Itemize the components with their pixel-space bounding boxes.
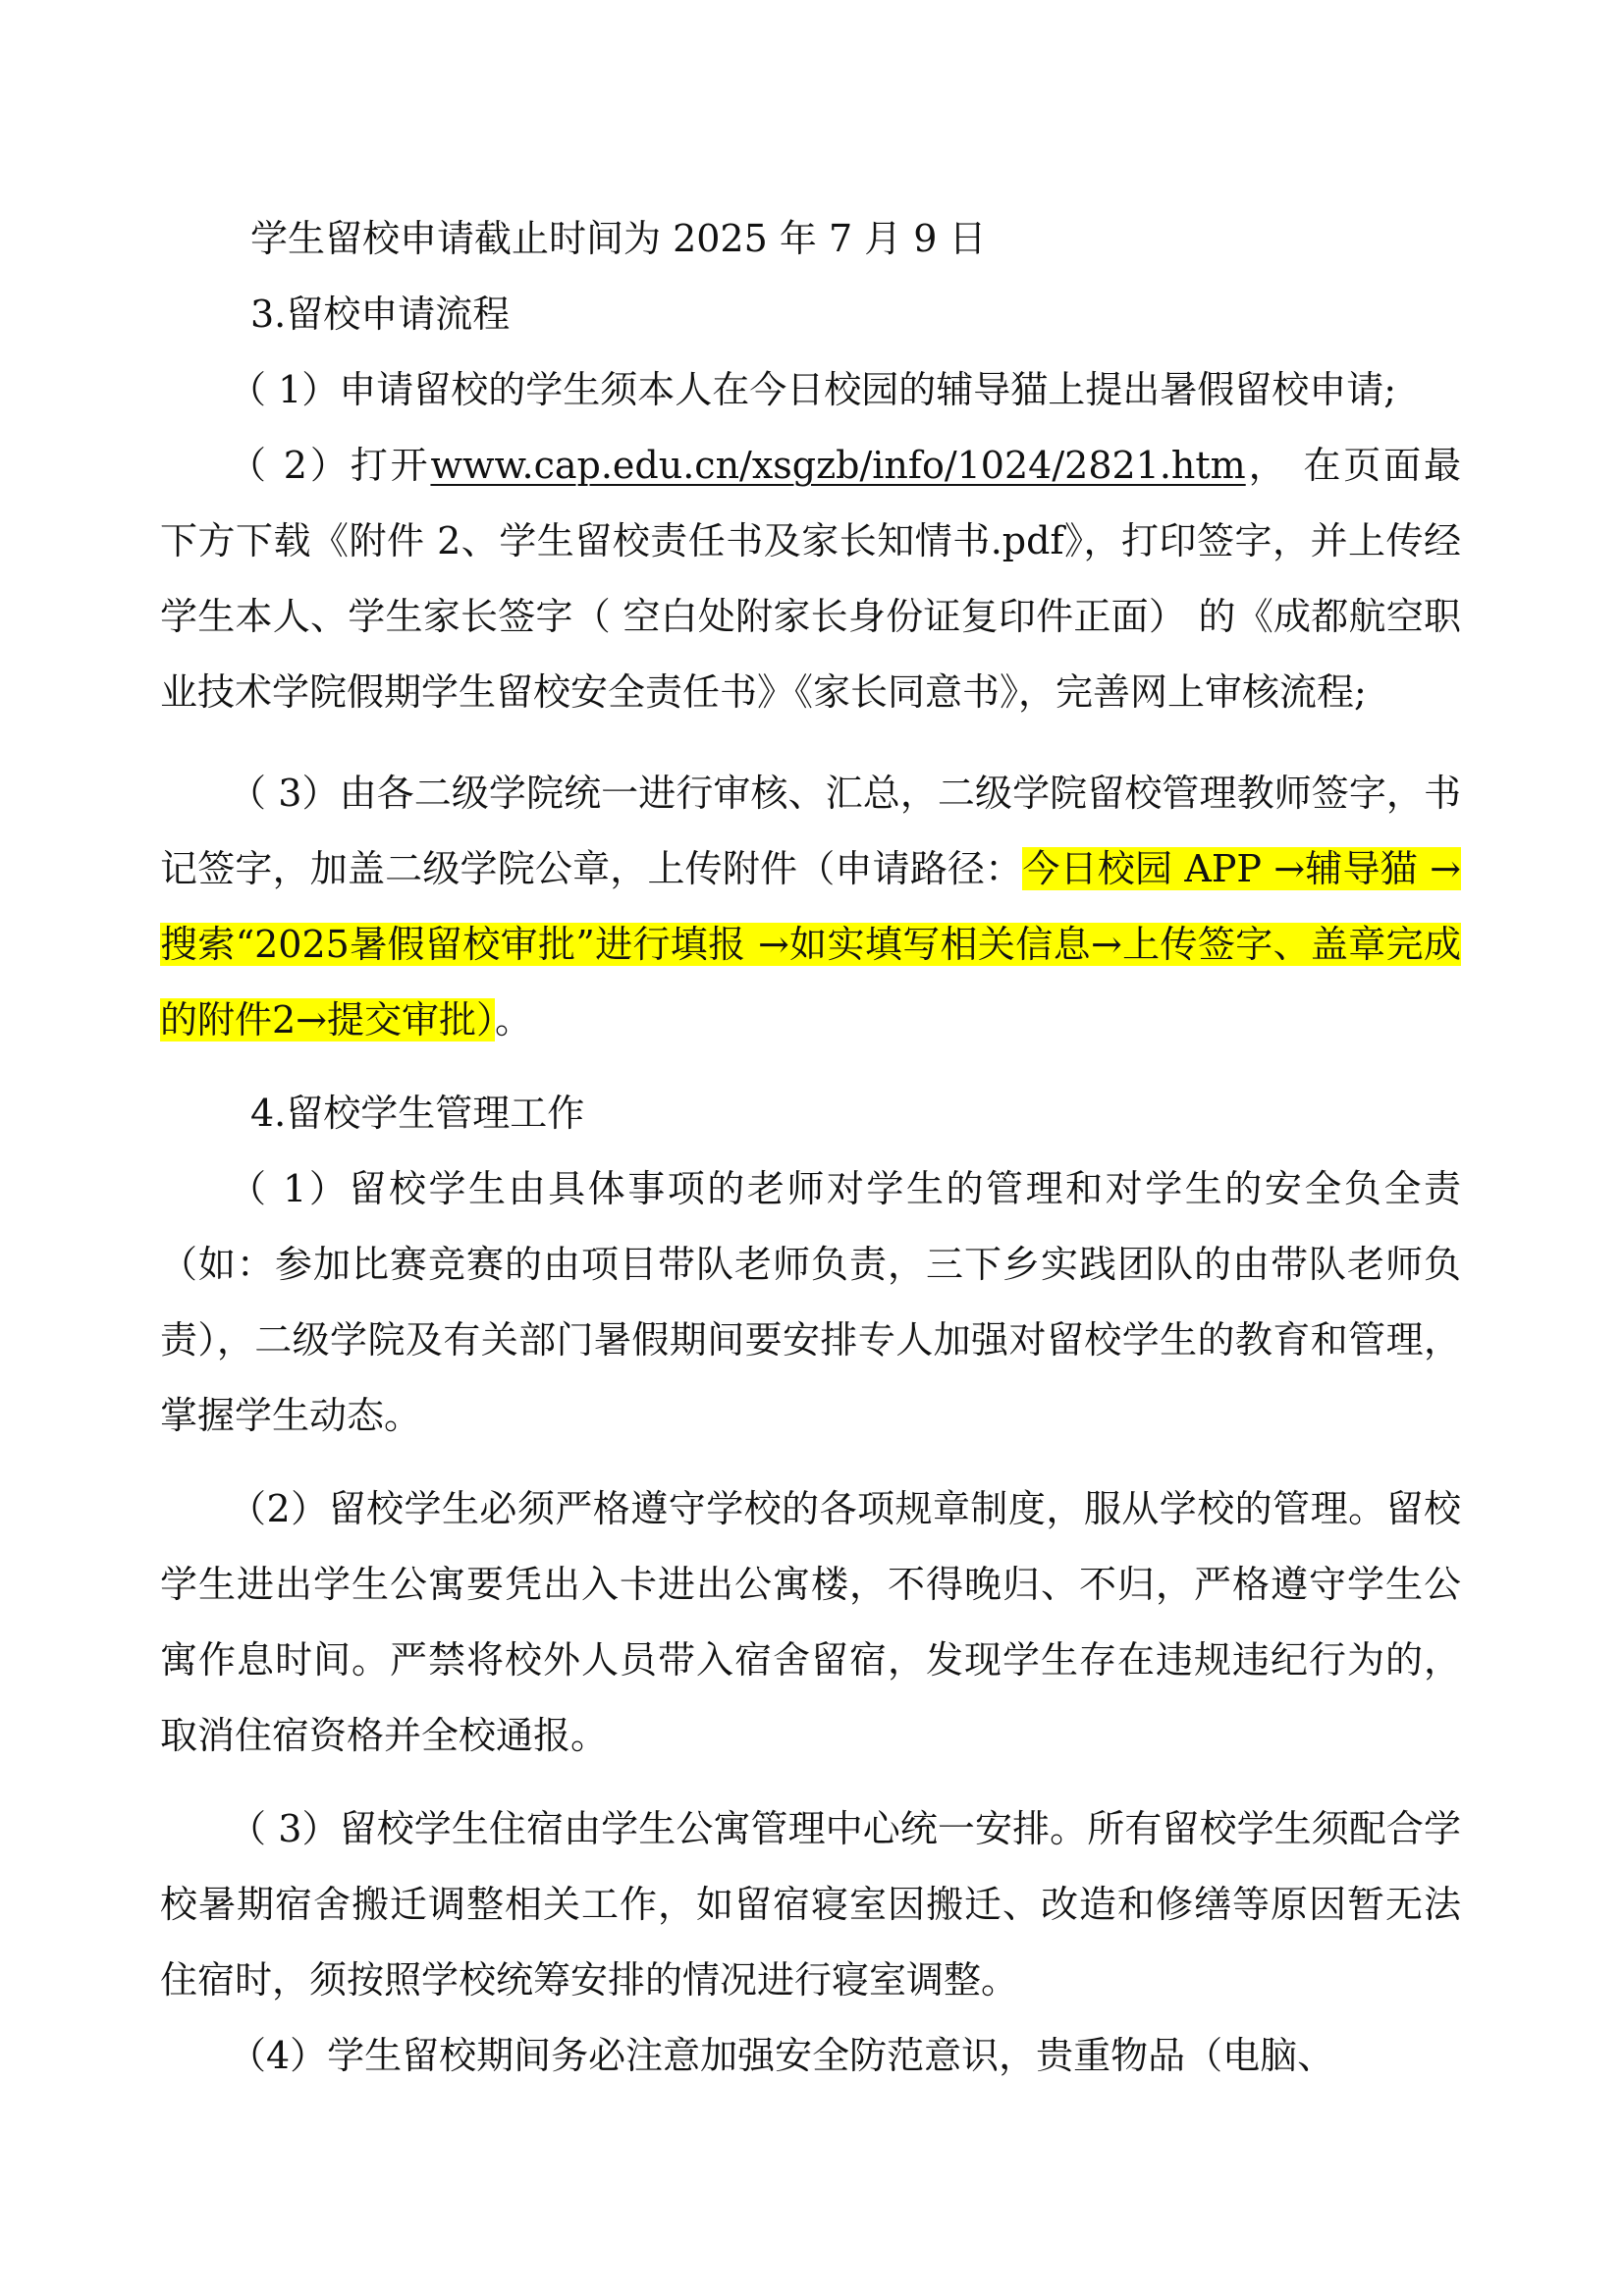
section4-item2: （2）留校学生必须严格遵守学校的各项规章制度，服从学校的管理。留校学生进出学生公寓要凭出入卡进出公寓楼，不得晚归、不归，严格遵守学生公寓作息时间。严禁将校外人员带入宿舍留宿，发现学生存在违规违纪行为的，取消住宿资格并全校通报。 xyxy=(160,1487,1461,1757)
section4-item1: （ 1）留校学生由具体事项的老师对学生的管理和对学生的安全负全责（如：参加比赛竞赛的由项目带队老师负责，三下乡实践团队的由带队老师负责），二级学院及有关部门暑假期间要安排专人加强对留校学生的教育和管理，掌握学生动态。 xyxy=(160,1167,1461,1437)
deadline-line: 学生留校申请截止时间为 2025 年 7 月 9 日 xyxy=(250,217,987,260)
step2-prefix: （ 2）打开 xyxy=(229,444,431,487)
document-body xyxy=(160,201,1461,2094)
section3-step1: （ 1）申请留校的学生须本人在今日校园的辅导猫上提出暑假留校申请; xyxy=(229,368,1397,411)
section3-step3 xyxy=(160,756,1461,1058)
step3-suffix: 。 xyxy=(495,998,533,1041)
section4-item4: （4）学生留校期间务必注意加强安全防范意识，贵重物品（电脑、 xyxy=(229,2034,1335,2077)
step2-rest: ， 在页面最下方下载《附件 2、学生留校责任书及家长知情书.pdf》，打印签字，并上传经学生本人、学生家长签字（ 空白处附家长身份证复印件正面） 的《成都航空职业技术学院假期学生留校安全责任书》《家长同意书》，完善网上审核流程; xyxy=(160,444,1461,714)
download-link[interactable]: www.cap.edu.cn/xsgzb/info/1024/2821.htm xyxy=(430,444,1246,487)
section4-heading: 4.留校学生管理工作 xyxy=(250,1092,585,1135)
section3-heading: 3.留校申请流程 xyxy=(250,293,511,336)
application-path-highlight: 今日校园 APP →辅导猫 →搜索“2025暑假留校审批”进行填报 →如实填写相关信息→上传签字、盖章完成的附件2→提交审批） xyxy=(160,847,1461,1041)
section3-step2 xyxy=(160,428,1461,730)
step3-prefix: （ 3）由各二级学院统一进行审核、汇总，二级学院留校管理教师签字，书记签字，加盖二级学院公章，上传附件（申请路径： xyxy=(160,772,1461,890)
section4-item3: （ 3）留校学生住宿由学生公寓管理中心统一安排。所有留校学生须配合学校暑期宿舍搬迁调整相关工作，如留宿寝室因搬迁、改造和修缮等原因暂无法住宿时，须按照学校统筹安排的情况进行寝室调整。 xyxy=(160,1807,1461,2002)
